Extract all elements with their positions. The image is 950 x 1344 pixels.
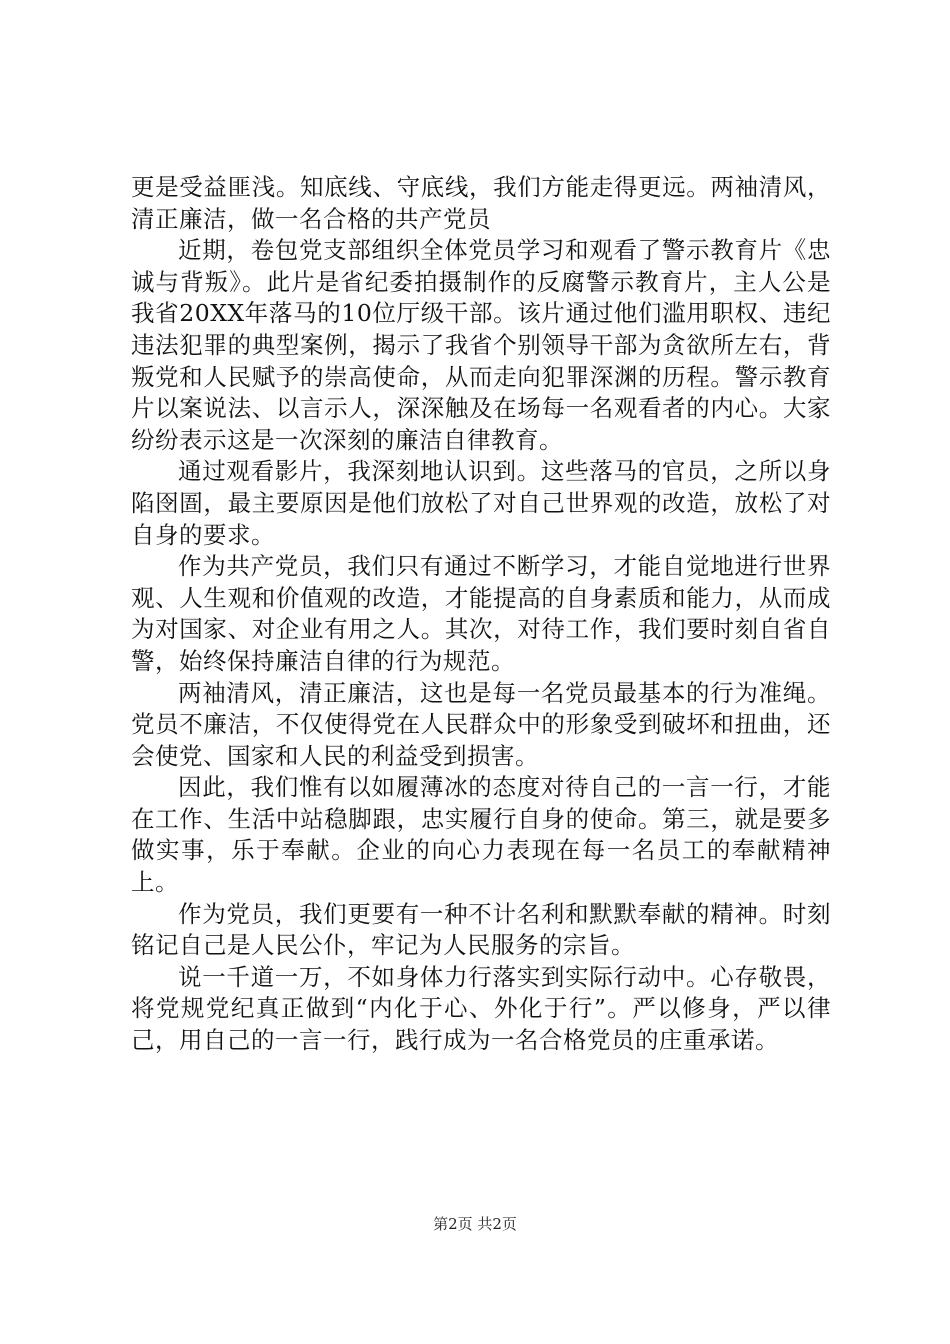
page-footer: 第2页 共2页 <box>433 1215 517 1233</box>
paragraph: 通过观看影片，我深刻地认识到。这些落马的官员，之所以身陷囹圄，最主要原因是他们放松了对自己世界观的改造，放松了对自身的要求。 <box>131 457 831 549</box>
paragraph: 因此，我们惟有以如履薄冰的态度对待自己的一言一行，才能在工作、生活中站稳脚跟，忠实履行自身的使命。第三，就是要多做实事，乐于奉献。企业的向心力表现在每一名员工的奉献精神上。 <box>131 773 831 897</box>
document-body <box>131 172 831 1057</box>
paragraph-continuation: 更是受益匪浅。知底线、守底线，我们方能走得更远。两袖清风，清正廉洁，做一名合格的共产党员 <box>131 173 831 233</box>
paragraph: 作为共产党员，我们只有通过不断学习，才能自觉地进行世界观、人生观和价值观的改造，才能提高的自身素质和能力，从而成为对国家、对企业有用之人。其次，对待工作，我们要时刻自省自警，始终保持廉洁自律的行为规范。 <box>131 552 831 675</box>
paragraph: 两袖清风，清正廉洁，这也是每一名党员最基本的行为准绳。党员不廉洁，不仅使得党在人民群众中的形象受到破坏和扭曲，还会使党、国家和人民的利益受到损害。 <box>131 678 831 770</box>
paragraph: 说一千道一万，不如身体力行落实到实际行动中。心存敬畏，将党规党纪真正做到“内化于心、外化于行”。严以修身，严以律己，用自己的一言一行，践行成为一名合格党员的庄重承诺。 <box>131 962 831 1055</box>
paragraph: 作为党员，我们更要有一种不计名利和默默奉献的精神。时刻铭记自己是人民公仆，牢记为人民服务的宗旨。 <box>131 899 831 960</box>
paragraph: 近期，卷包党支部组织全体党员学习和观看了警示教育片《忠诚与背叛》。此片是省纪委拍摄制作的反腐警示教育片，主人公是我省20XX年落马的10位厅级干部。该片通过他们滥用职权、违纪违法犯罪的典型案例，揭示了我省个别领导干部为贪欲所左右，背叛党和人民赋予的崇高使命，从而走向犯罪深渊的历程。警示教育片以案说法、以言示人，深深触及在场每一名观看者的内心。大家纷纷表示这是一次深刻的廉洁自律教育。 <box>131 236 831 454</box>
